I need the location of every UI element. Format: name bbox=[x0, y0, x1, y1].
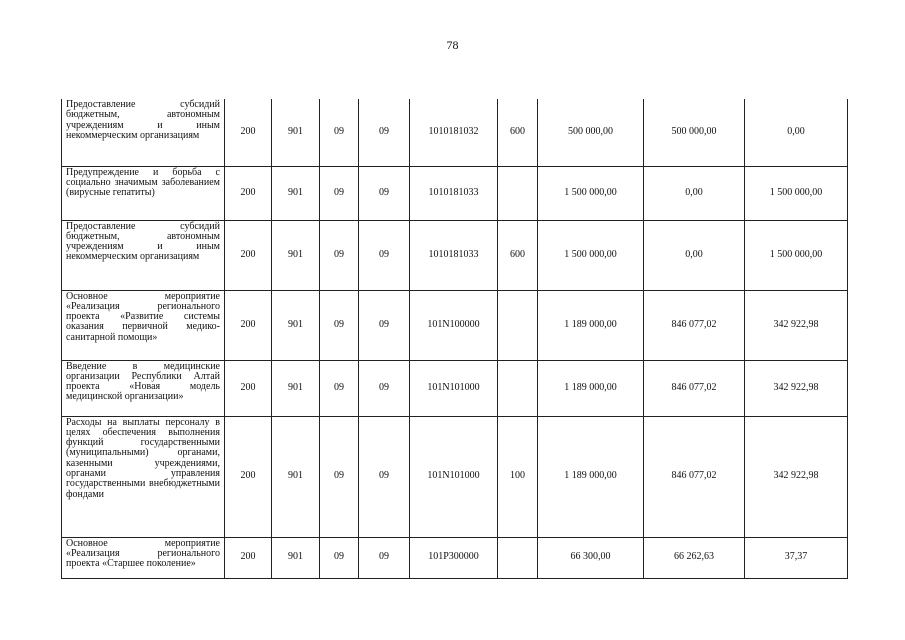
amount-plan: 1 500 000,00 bbox=[538, 220, 644, 290]
table-row bbox=[62, 99, 848, 166]
code-section: 09 bbox=[320, 220, 359, 290]
amount-executed: 846 077,02 bbox=[644, 416, 745, 537]
amount-remaining: 1 500 000,00 bbox=[745, 166, 848, 220]
code-ministry: 901 bbox=[272, 416, 320, 537]
code-expense-type: 600 bbox=[498, 99, 538, 166]
code-expense-type bbox=[498, 360, 538, 416]
code-target-article: 101N101000 bbox=[410, 416, 498, 537]
code-section: 09 bbox=[320, 416, 359, 537]
code-expense-type bbox=[498, 166, 538, 220]
code-razdel: 200 bbox=[225, 360, 272, 416]
code-target-article: 1010181032 bbox=[410, 99, 498, 166]
code-razdel: 200 bbox=[225, 220, 272, 290]
row-name: Основное мероприятие «Реализация регионального проекта «Старшее поколение» bbox=[62, 537, 225, 578]
amount-remaining: 342 922,98 bbox=[745, 416, 848, 537]
table-row bbox=[62, 416, 848, 537]
code-subsection: 09 bbox=[359, 360, 410, 416]
amount-plan: 1 500 000,00 bbox=[538, 166, 644, 220]
amount-remaining: 342 922,98 bbox=[745, 360, 848, 416]
table-row bbox=[62, 360, 848, 416]
code-section: 09 bbox=[320, 290, 359, 360]
code-ministry: 901 bbox=[272, 99, 320, 166]
amount-executed: 846 077,02 bbox=[644, 290, 745, 360]
amount-executed: 846 077,02 bbox=[644, 360, 745, 416]
table-row bbox=[62, 290, 848, 360]
code-target-article: 1010181033 bbox=[410, 220, 498, 290]
table-row bbox=[62, 166, 848, 220]
amount-remaining: 342 922,98 bbox=[745, 290, 848, 360]
amount-plan: 66 300,00 bbox=[538, 537, 644, 578]
page-number: 78 bbox=[446, 38, 459, 52]
code-section: 09 bbox=[320, 166, 359, 220]
row-name: Предоставление субсидий бюджетным, автономным учреждениям и иным некоммерческим организациям bbox=[62, 220, 225, 290]
code-razdel: 200 bbox=[225, 416, 272, 537]
amount-remaining: 37,37 bbox=[745, 537, 848, 578]
amount-executed: 0,00 bbox=[644, 166, 745, 220]
code-razdel: 200 bbox=[225, 166, 272, 220]
code-expense-type: 600 bbox=[498, 220, 538, 290]
row-name: Основное мероприятие «Реализация регионального проекта «Развитие системы оказания первичной медико-санитарной помощи» bbox=[62, 290, 225, 360]
amount-plan: 1 189 000,00 bbox=[538, 416, 644, 537]
code-section: 09 bbox=[320, 360, 359, 416]
amount-plan: 1 189 000,00 bbox=[538, 290, 644, 360]
table-row bbox=[62, 220, 848, 290]
table-row bbox=[62, 537, 848, 578]
code-razdel: 200 bbox=[225, 290, 272, 360]
code-expense-type bbox=[498, 290, 538, 360]
code-ministry: 901 bbox=[272, 537, 320, 578]
amount-executed: 0,00 bbox=[644, 220, 745, 290]
code-target-article: 101N101000 bbox=[410, 360, 498, 416]
row-name: Предоставление субсидий бюджетным, автономным учреждениям и иным некоммерческим организациям bbox=[62, 99, 225, 166]
code-ministry: 901 bbox=[272, 360, 320, 416]
amount-executed: 66 262,63 bbox=[644, 537, 745, 578]
code-ministry: 901 bbox=[272, 166, 320, 220]
code-subsection: 09 bbox=[359, 220, 410, 290]
code-subsection: 09 bbox=[359, 537, 410, 578]
code-subsection: 09 bbox=[359, 99, 410, 166]
code-section: 09 bbox=[320, 99, 359, 166]
amount-plan: 500 000,00 bbox=[538, 99, 644, 166]
code-expense-type: 100 bbox=[498, 416, 538, 537]
amount-executed: 500 000,00 bbox=[644, 99, 745, 166]
code-razdel: 200 bbox=[225, 99, 272, 166]
row-name: Расходы на выплаты персоналу в целях обеспечения выполнения функций государственными (муниципальными) органами, казенными учреждениями, органами управления государственными внебюджетными фондами bbox=[62, 416, 225, 537]
code-subsection: 09 bbox=[359, 166, 410, 220]
budget-table bbox=[61, 99, 848, 579]
amount-plan: 1 189 000,00 bbox=[538, 360, 644, 416]
code-ministry: 901 bbox=[272, 290, 320, 360]
code-expense-type bbox=[498, 537, 538, 578]
amount-remaining: 1 500 000,00 bbox=[745, 220, 848, 290]
code-section: 09 bbox=[320, 537, 359, 578]
code-target-article: 101N100000 bbox=[410, 290, 498, 360]
row-name: Введение в медицинские организации Республики Алтай проекта «Новая модель медицинской организации» bbox=[62, 360, 225, 416]
amount-remaining: 0,00 bbox=[745, 99, 848, 166]
code-subsection: 09 bbox=[359, 416, 410, 537]
row-name: Предупреждение и борьба с социально значимым заболеванием (вирусные гепатиты) bbox=[62, 166, 225, 220]
code-subsection: 09 bbox=[359, 290, 410, 360]
code-razdel: 200 bbox=[225, 537, 272, 578]
code-ministry: 901 bbox=[272, 220, 320, 290]
code-target-article: 101P300000 bbox=[410, 537, 498, 578]
code-target-article: 1010181033 bbox=[410, 166, 498, 220]
